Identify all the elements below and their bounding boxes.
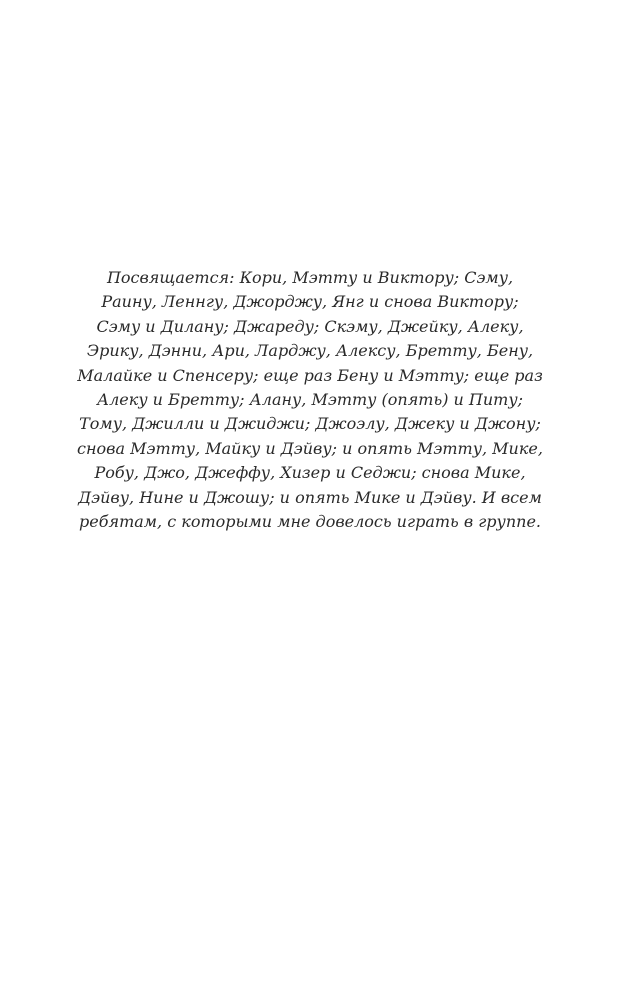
dedication-paragraph (60, 266, 560, 534)
dedication-line-2: Раину, Леннгу, Джорджу, Янг и снова Виктору; (101, 292, 519, 312)
dedication-line-5: Малайке и Спенсеру; еще раз Бену и Мэтту; еще раз (77, 365, 543, 385)
dedication-line-8: снова Мэтту, Майку и Дэйву; и опять Мэтту, Мике, (77, 438, 543, 458)
dedication-line-10: Дэйву, Нине и Джошу; и опять Мике и Дэйву. И всем (78, 487, 542, 507)
dedication-line-4: Эрику, Дэнни, Ари, Ларджу, Алексу, Бретту, Бену, (86, 341, 534, 361)
dedication-line-1: Посвящается: Кори, Мэтту и Виктору; Сэму, (106, 268, 514, 287)
dedication-line-3: Сэму и Дилану; Джареду; Скэму, Джейку, Алеку, (96, 316, 524, 336)
dedication-line-6: Алеку и Бретту; Алану, Мэтту (опять) и Питу; (96, 390, 524, 410)
dedication-line-9: Робу, Джо, Джеффу, Хизер и Седжи; снова Мике, (94, 463, 526, 483)
dedication-line-7: Тому, Джилли и Джиджи; Джоэлу, Джеку и Джону; (79, 414, 541, 434)
dedication-line-11: ребятам, с которыми мне довелось играть в группе. (79, 512, 541, 532)
